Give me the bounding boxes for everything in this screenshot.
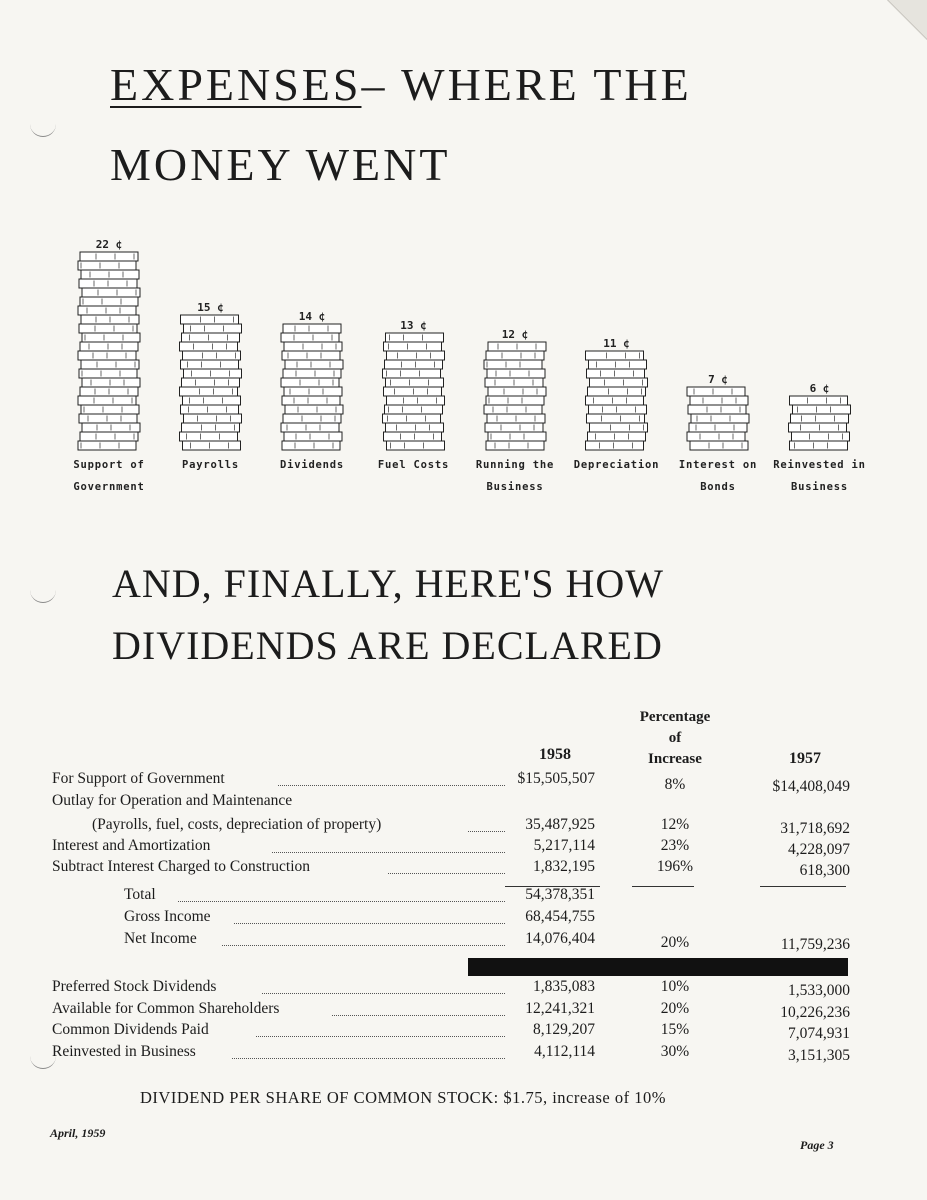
col-1957-header: 1957 (789, 750, 821, 767)
expenses-title-underlined: EXPENSES (110, 59, 362, 110)
coin (386, 333, 444, 342)
category-label: Depreciation (573, 459, 660, 471)
bar-value-label: 7 ¢ (708, 373, 728, 386)
coin (181, 315, 239, 324)
dot-leader (262, 993, 505, 994)
coin-stack-bar (78, 252, 140, 450)
expenses-coin-chart (40, 230, 900, 510)
issue-date: April, 1959 (50, 1126, 106, 1140)
coin (588, 432, 646, 441)
coin (281, 423, 339, 432)
value-1957: 4,228,097 (788, 841, 850, 858)
coin (789, 423, 847, 432)
coin (283, 414, 341, 423)
coin (183, 396, 241, 405)
percent-increase: 12% (660, 816, 690, 833)
row-label: Interest and Amortization (52, 837, 211, 854)
row-label: Available for Common Shareholders (52, 1000, 280, 1017)
value-1958: $15,505,507 (517, 770, 595, 787)
percent-increase: 23% (660, 837, 690, 854)
value-1958: 35,487,925 (525, 816, 595, 833)
table-row (0, 908, 927, 930)
coin (792, 432, 850, 441)
coin (78, 441, 136, 450)
coin (587, 369, 645, 378)
coin (793, 405, 851, 414)
coin (589, 405, 647, 414)
row-label: Net Income (124, 930, 197, 947)
bar-value-label: 13 ¢ (400, 319, 427, 332)
total-rule-1957 (760, 886, 846, 887)
table-row (0, 1043, 927, 1065)
coin-stack-bar (383, 333, 445, 450)
coin (384, 387, 442, 396)
bar-value-label: 12 ¢ (501, 328, 529, 341)
coin (181, 360, 239, 369)
dividend-per-share-note: DIVIDEND PER SHARE OF COMMON STOCK: $1.75, increase of 10% (140, 1088, 666, 1107)
coin (284, 342, 342, 351)
row-label: For Support of Government (52, 770, 225, 787)
table-row (0, 792, 927, 814)
row-label: Gross Income (124, 908, 211, 925)
page-corner-fold (887, 0, 927, 40)
coin (791, 414, 849, 423)
coin (81, 405, 139, 414)
value-1957: 31,718,692 (780, 820, 850, 837)
table-row (0, 978, 927, 1000)
coin (691, 414, 749, 423)
value-1957: 1,533,000 (788, 982, 850, 999)
coin (589, 360, 647, 369)
category-label: Dividends (279, 459, 345, 471)
pct-increase-header (620, 707, 730, 770)
dot-leader (234, 923, 505, 924)
coin (183, 441, 241, 450)
table-row (0, 1021, 927, 1043)
bar-value-label: 11 ¢ (603, 337, 630, 350)
value-1958: 1,832,195 (533, 858, 595, 875)
coin (81, 360, 139, 369)
coin (586, 396, 644, 405)
coin (82, 288, 140, 297)
coin (281, 378, 339, 387)
row-label: Outlay for Operation and Maintenance (52, 792, 293, 809)
value-1957: 7,074,931 (788, 1025, 850, 1042)
category-label: Interest on (678, 459, 758, 471)
value-1958: 68,454,755 (525, 908, 595, 925)
row-label: Reinvested in Business (52, 1043, 196, 1060)
coin (285, 405, 343, 414)
category-label: Support of (73, 459, 145, 471)
value-1958: 12,241,321 (525, 1000, 595, 1017)
dividends-title-line1: AND, FINALLY, HERE'S HOW (112, 561, 665, 606)
coin (283, 324, 341, 333)
value-1957: 3,151,305 (788, 1047, 850, 1064)
coin (80, 252, 138, 261)
coin (183, 351, 241, 360)
table-row (0, 1000, 927, 1022)
coin (383, 369, 441, 378)
value-1957: 11,759,236 (780, 936, 850, 953)
coin (283, 369, 341, 378)
coin-stack-bar (484, 342, 546, 450)
coin (687, 432, 745, 441)
coin (184, 324, 242, 333)
category-label: Business (486, 481, 544, 493)
coin (282, 441, 340, 450)
row-label: Common Dividends Paid (52, 1021, 209, 1038)
dot-leader (232, 1058, 505, 1059)
coin (790, 396, 848, 405)
category-label: Reinvested in (773, 459, 866, 471)
coin (488, 432, 546, 441)
pct-header-line3: Increase (648, 751, 702, 767)
table-row (0, 930, 927, 952)
category-label: Payrolls (182, 459, 239, 471)
coin-stack-bar (180, 315, 242, 450)
coin (284, 387, 342, 396)
value-1957: $14,408,049 (772, 778, 850, 795)
percent-increase: 15% (660, 1021, 690, 1038)
row-label: Preferred Stock Dividends (52, 978, 217, 995)
pct-header-line2: of (668, 730, 682, 746)
coin (180, 432, 238, 441)
total-rule-1958 (505, 886, 600, 887)
coin (80, 297, 138, 306)
expenses-title-line1 (110, 58, 692, 111)
coin (590, 378, 648, 387)
coin-stack-bar (789, 396, 851, 450)
coin (690, 441, 748, 450)
separator-bar (468, 958, 848, 976)
percent-increase: 20% (660, 934, 690, 951)
category-label: Running the (475, 459, 555, 471)
value-1957: 618,300 (799, 862, 850, 879)
value-1958: 1,835,083 (533, 978, 595, 995)
coin (790, 441, 848, 450)
pct-header-line1: Percentage (639, 709, 711, 725)
percent-increase: 30% (660, 1043, 690, 1060)
binder-hole-mark (30, 588, 56, 603)
coin (78, 396, 136, 405)
category-label: Fuel Costs (377, 459, 450, 471)
bar-value-label: 14 ¢ (298, 310, 326, 323)
coin (387, 396, 445, 405)
coin (180, 342, 238, 351)
coin (181, 405, 239, 414)
coin (79, 369, 137, 378)
coin-stack-bar (586, 351, 648, 450)
coin (387, 351, 445, 360)
coin (182, 423, 240, 432)
coin (82, 333, 140, 342)
row-label: Subtract Interest Charged to Construction (52, 858, 310, 875)
coin (689, 423, 747, 432)
bar-value-label: 6 ¢ (809, 382, 830, 395)
row-label: Total (124, 886, 156, 903)
coin (182, 333, 240, 342)
value-1958: 8,129,207 (533, 1021, 595, 1038)
coin (383, 414, 441, 423)
coin (281, 333, 339, 342)
bar-value-label: 15 ¢ (197, 301, 224, 314)
coin (690, 396, 748, 405)
coin (385, 360, 443, 369)
table-row (0, 770, 927, 795)
coin-stack-bar (687, 387, 749, 450)
percent-increase: 20% (660, 1000, 690, 1017)
dividends-title-line2: DIVIDENDS ARE DECLARED (112, 623, 663, 668)
coin (687, 387, 745, 396)
table-row (0, 858, 927, 880)
coin (80, 432, 138, 441)
bar-value-label: 22 ¢ (95, 238, 123, 251)
coin (384, 342, 442, 351)
coin (586, 351, 644, 360)
coin (386, 423, 444, 432)
coin (590, 423, 648, 432)
coin (387, 441, 445, 450)
value-1957: 10,226,236 (780, 1004, 850, 1021)
total-rule-pct (632, 886, 694, 887)
coin (184, 369, 242, 378)
page-number: Page 3 (800, 1138, 834, 1152)
value-1958: 14,076,404 (525, 930, 595, 947)
value-1958: 5,217,114 (533, 837, 595, 854)
dot-leader (222, 945, 505, 946)
coin (587, 414, 645, 423)
coin (182, 378, 240, 387)
dot-leader (256, 1036, 505, 1037)
table-row (0, 886, 927, 908)
coin (688, 405, 746, 414)
coin (184, 414, 242, 423)
percent-increase: 196% (656, 858, 694, 875)
percent-increase: 10% (660, 978, 690, 995)
expenses-title-rest: – WHERE THE (361, 59, 692, 110)
coin (486, 396, 544, 405)
percent-increase: 8% (664, 776, 686, 793)
coin (79, 324, 137, 333)
table-row (0, 816, 927, 838)
value-1958: 54,378,351 (525, 886, 595, 903)
expenses-title-line2: MONEY WENT (110, 139, 451, 190)
coin (78, 261, 136, 270)
category-label: Business (791, 481, 848, 493)
coin (588, 387, 646, 396)
table-row (0, 837, 927, 859)
col-1958-header: 1958 (539, 746, 571, 763)
coin (285, 360, 343, 369)
category-label: Bonds (700, 481, 736, 493)
coin (180, 387, 238, 396)
binder-hole-mark (30, 122, 56, 137)
row-label: (Payrolls, fuel, costs, depreciation of property) (92, 816, 382, 833)
coin (386, 378, 444, 387)
coin (282, 351, 340, 360)
coin (484, 360, 542, 369)
coin (385, 405, 443, 414)
value-1958: 4,112,114 (534, 1043, 595, 1060)
dot-leader (178, 901, 505, 902)
coin-stack-bar (281, 324, 343, 450)
coin (586, 441, 644, 450)
coin (282, 396, 340, 405)
coin (284, 432, 342, 441)
coin (384, 432, 442, 441)
category-label: Government (73, 481, 145, 493)
